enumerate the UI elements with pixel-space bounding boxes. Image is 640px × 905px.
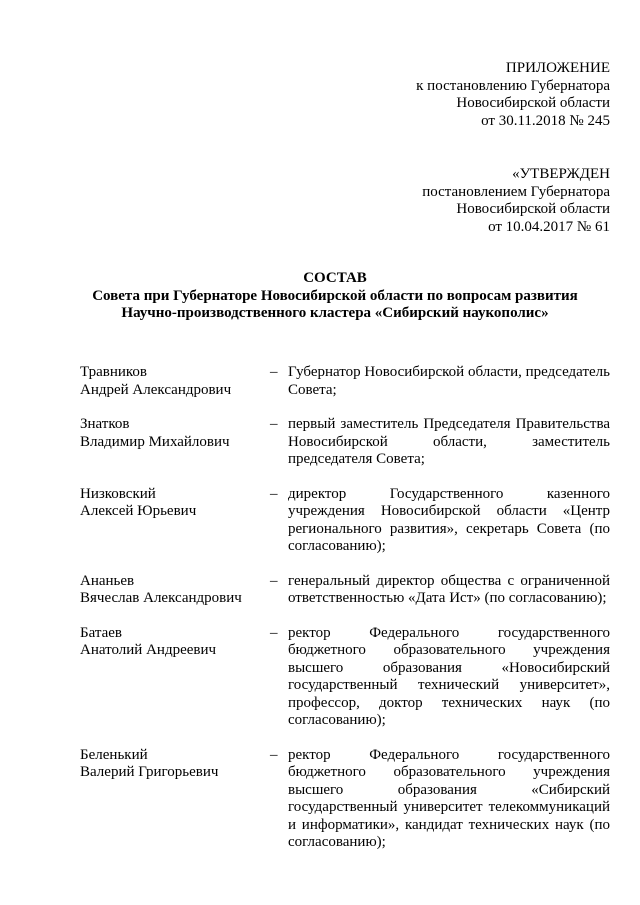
member-surname: Низковский <box>80 485 156 502</box>
member-entry <box>80 625 610 730</box>
annex-date-number: от 30.11.2018 № 245 <box>481 112 610 129</box>
member-role: ректор Федерального государственного бюджетного образовательного учреждения высшего образования «Новосибирский государственный технический университет», профессор, доктор технических наук (по согласованию); <box>288 624 610 728</box>
member-dash: – <box>270 485 278 502</box>
members-list <box>80 364 610 869</box>
member-given-names: Владимир Михайлович <box>80 433 230 450</box>
member-given-names: Вячеслав Александрович <box>80 590 242 606</box>
member-entry <box>80 486 610 556</box>
member-entry <box>80 747 610 852</box>
member-entry <box>80 573 610 608</box>
document-heading <box>60 270 610 323</box>
approved-reference: постановлением Губернатора <box>422 183 610 200</box>
member-name <box>80 364 270 399</box>
member-given-names: Алексей Юрьевич <box>80 503 197 519</box>
member-given-names: Валерий Григорьевич <box>80 764 219 780</box>
member-dash: – <box>270 624 278 641</box>
member-dash: – <box>270 746 278 763</box>
member-given-names: Анатолий Андреевич <box>80 642 217 658</box>
member-name <box>80 573 270 608</box>
member-entry <box>80 364 610 399</box>
approved-block <box>380 166 610 236</box>
member-name <box>80 416 270 451</box>
member-name <box>80 747 270 782</box>
member-surname: Знатков <box>80 416 130 432</box>
member-dash: – <box>270 572 278 589</box>
member-role: ректор Федерального государственного бюджетного образовательного учреждения высшего образования «Сибирский государственный университет телекоммуникаций и информатики», кандидат технических наук (по согласованию); <box>288 746 610 850</box>
member-surname: Беленький <box>80 746 148 763</box>
member-name <box>80 486 270 521</box>
member-surname: Травников <box>80 364 147 380</box>
approved-region: Новосибирской области <box>456 201 610 217</box>
member-role: директор Государственного казенного учреждения Новосибирской области «Центр регионального развития», секретарь Совета (по согласованию); <box>288 485 610 554</box>
member-role: первый заместитель Председателя Правительства Новосибирской области, заместитель председателя Совета; <box>288 416 610 467</box>
member-entry <box>80 416 610 469</box>
approved-date-number: от 10.04.2017 № 61 <box>488 218 610 235</box>
heading-title: СОСТАВ <box>303 270 367 286</box>
annex-title: ПРИЛОЖЕНИЕ <box>505 60 610 76</box>
heading-subtitle-line1: Совета при Губернаторе Новосибирской области по вопросам развития <box>92 287 578 304</box>
member-role: Губернатор Новосибирской области, председатель Совета; <box>288 364 610 398</box>
annex-region: Новосибирской области <box>456 95 610 111</box>
annex-block <box>380 60 610 130</box>
member-dash: – <box>270 364 278 380</box>
approved-title: «УТВЕРЖДЕН <box>512 166 610 182</box>
member-dash: – <box>270 416 278 432</box>
member-given-names: Андрей Александрович <box>80 381 232 398</box>
member-name <box>80 625 270 660</box>
member-surname: Батаев <box>80 624 123 641</box>
annex-reference: к постановлению Губернатора <box>416 77 610 94</box>
member-role: генеральный директор общества с ограниченной ответственностью «Дата Ист» (по согласованию); <box>288 572 610 606</box>
heading-subtitle-line2: Научно-производственного кластера «Сибирский наукополис» <box>121 305 549 321</box>
member-surname: Ананьев <box>80 572 135 589</box>
